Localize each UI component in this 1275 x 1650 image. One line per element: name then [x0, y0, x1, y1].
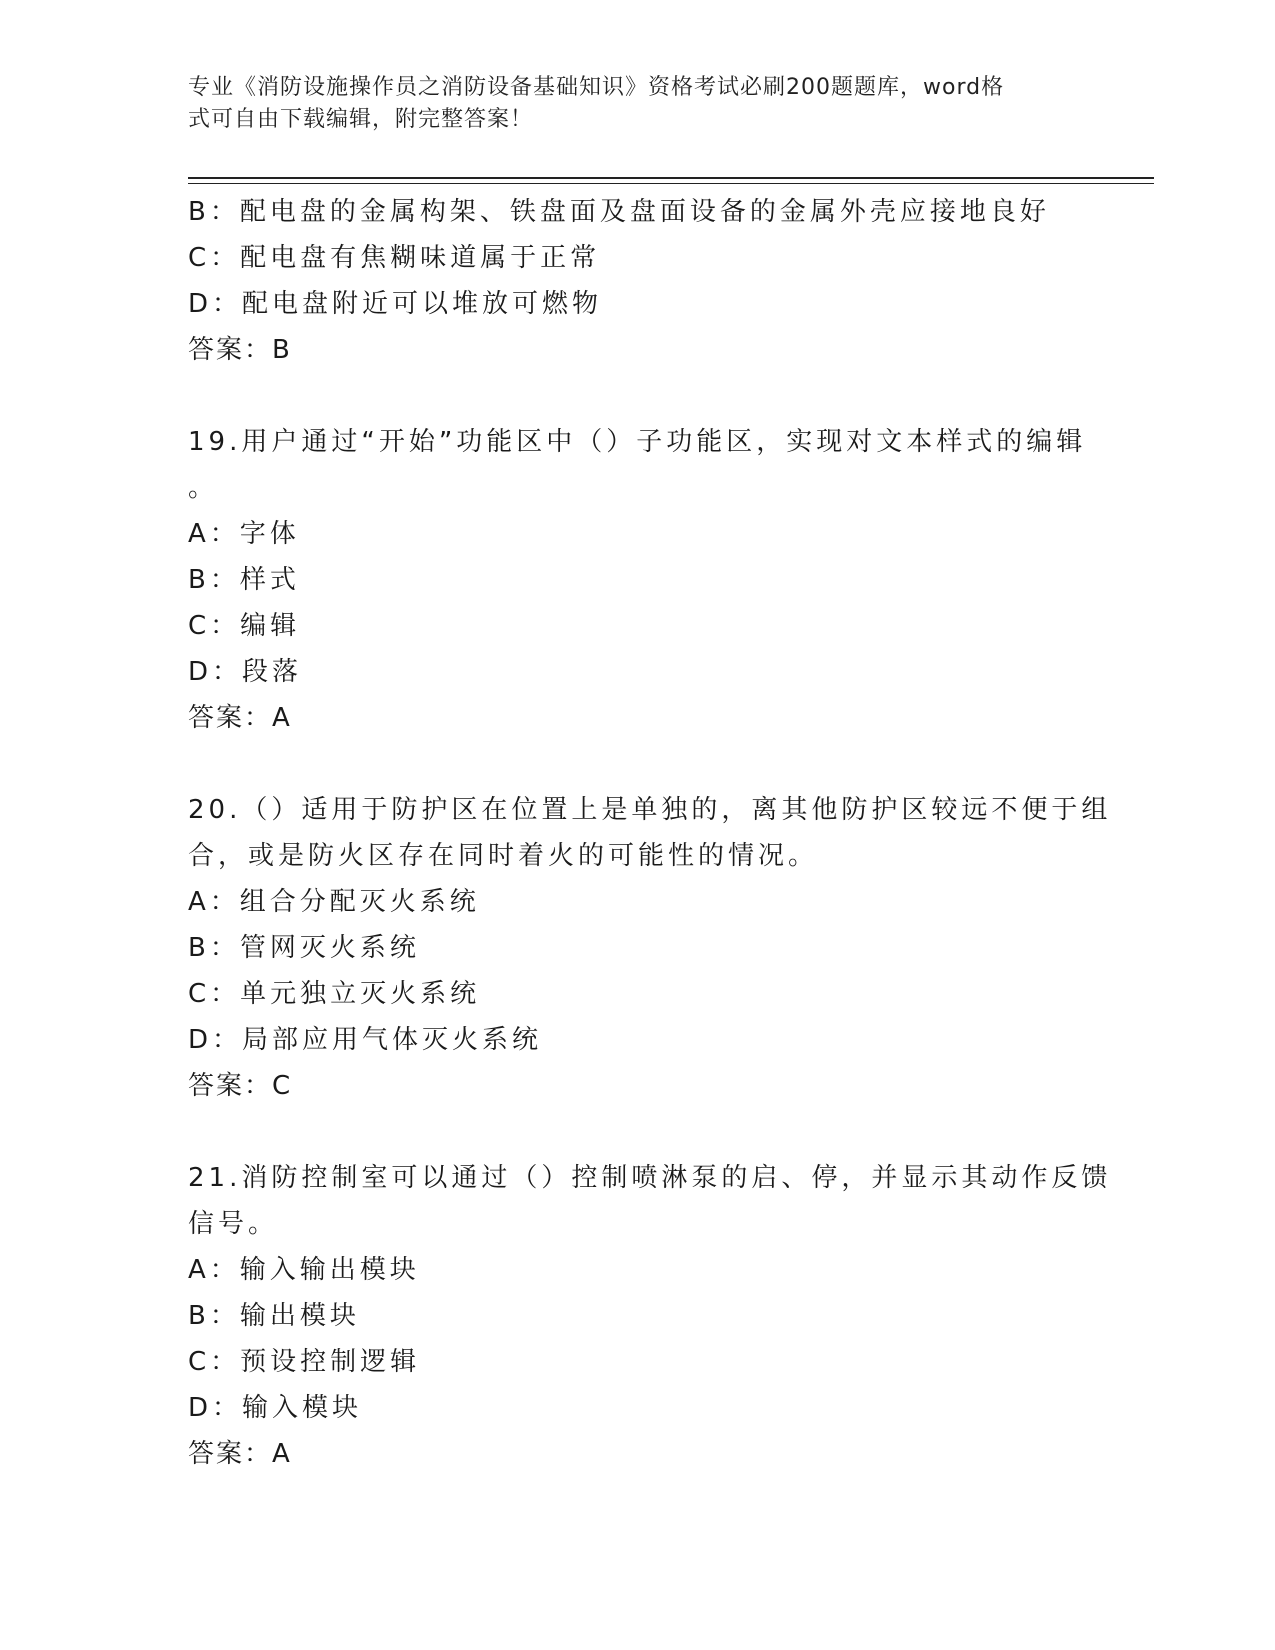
option-c: C：预设控制逻辑 — [188, 1347, 421, 1377]
header-rule-thick — [188, 177, 1154, 179]
question-stem-continued: 信号。 — [188, 1209, 279, 1239]
question-21 — [188, 1155, 1112, 1477]
option-a: A：字体 — [188, 519, 300, 549]
spacer — [188, 1109, 1088, 1155]
option-d: D：段落 — [188, 657, 303, 687]
option-a: A：输入输出模块 — [188, 1255, 420, 1285]
header-rule-thin — [188, 183, 1154, 184]
question-stem-continued: 合，或是防火区存在同时着火的可能性的情况。 — [188, 841, 819, 871]
question-stem: 19.用户通过“开始”功能区中（）子功能区，实现对文本样式的编辑 — [188, 427, 1087, 457]
answer: 答案：A — [188, 1439, 292, 1469]
question-20 — [188, 787, 1112, 1109]
option-c: C：编辑 — [188, 611, 301, 641]
header-line-1: 专业《消防设施操作员之消防设备基础知识》资格考试必刷200题题库，word格 — [188, 75, 1005, 100]
spacer — [188, 373, 1088, 419]
answer: 答案：B — [188, 335, 292, 365]
option-c: C：单元独立灭火系统 — [188, 979, 481, 1009]
question-content — [188, 189, 1112, 1477]
option-d: D：配电盘附近可以堆放可燃物 — [188, 289, 603, 319]
question-stem-continued: 。 — [188, 473, 219, 503]
option-b: B：样式 — [188, 565, 300, 595]
option-b: B：配电盘的金属构架、铁盘面及盘面设备的金属外壳应接地良好 — [188, 197, 1050, 227]
option-b: B：管网灭火系统 — [188, 933, 420, 963]
question-19 — [188, 419, 1088, 741]
spacer — [188, 741, 1088, 787]
document-header — [188, 72, 1068, 136]
answer: 答案：A — [188, 703, 292, 733]
question-stem: 21.消防控制室可以通过（）控制喷淋泵的启、停，并显示其动作反馈 — [188, 1163, 1112, 1193]
question-18-fragment — [188, 189, 1088, 373]
question-stem: 20.（）适用于防护区在位置上是单独的，离其他防护区较远不便于组 — [188, 795, 1112, 825]
option-a: A：组合分配灭火系统 — [188, 887, 480, 917]
answer: 答案：C — [188, 1071, 293, 1101]
option-b: B：输出模块 — [188, 1301, 360, 1331]
option-d: D：局部应用气体灭火系统 — [188, 1025, 543, 1055]
header-line-2: 式可自由下载编辑，附完整答案！ — [188, 107, 534, 132]
option-c: C：配电盘有焦糊味道属于正常 — [188, 243, 601, 273]
option-d: D：输入模块 — [188, 1393, 363, 1423]
